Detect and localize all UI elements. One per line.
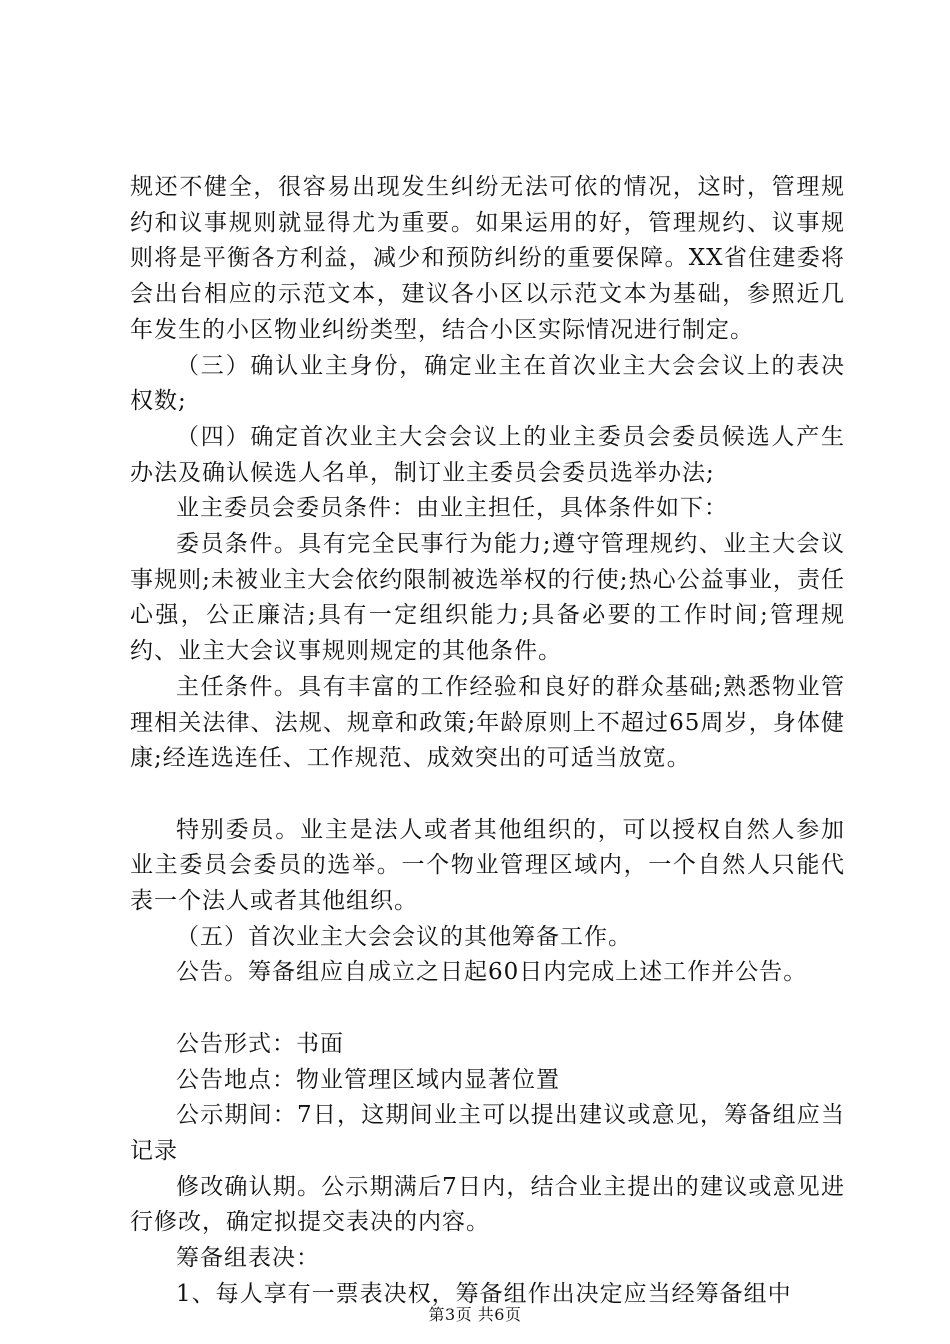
paragraph-announcement-location: 公告地点：物业管理区域内显著位置 [176, 1066, 560, 1093]
paragraph-vote-rule-1: 1、每人享有一票表决权，筹备组作出决定应当经筹备组中 [176, 1280, 792, 1307]
paragraph-announcement-form: 公告形式：书面 [176, 1030, 344, 1057]
paragraph-member-conditions: 委员条件。具有完全民事行为能力;遵守管理规约、业主大会议事规则;未被业主大会依约限制被选举权的行使;热心公益事业，责任心强，公正廉洁;具有一定组织能力;具备必要的工作时间;管理规约、业主大会议事规则规定的其他条件。 [130, 531, 845, 665]
paragraph-continuation: 规还不健全，很容易出现发生纠纷无法可依的情况，这时，管理规约和议事规则就显得尤为重要。如果运用的好，管理规约、议事规则将是平衡各方利益，减少和预防纠纷的重要保障。XX省住建委将会出台相应的示范文本，建议各小区以示范文本为基础，参照近几年发生的小区物业纠纷类型，结合小区实际情况进行制定。 [130, 174, 845, 343]
paragraph-group-vote: 筹备组表决： [176, 1245, 320, 1272]
page-footer: 第3页 共6页 [428, 1305, 522, 1324]
paragraph-committee-conditions: 业主委员会委员条件：由业主担任，具体条件如下： [176, 495, 728, 522]
paragraph-item-4: （四）确定首次业主大会会议上的业主委员会委员候选人产生办法及确认候选人名单，制订业主委员会委员选举办法; [130, 423, 845, 486]
paragraph-revision-period: 修改确认期。公示期满后7日内，结合业主提出的建议或意见进行修改，确定拟提交表决的内容。 [130, 1173, 845, 1236]
paragraph-item-5: （五）首次业主大会会议的其他筹备工作。 [176, 923, 632, 950]
document-body [130, 170, 845, 1312]
paragraph-item-3: （三）确认业主身份，确定业主在首次业主大会会议上的表决权数; [130, 352, 845, 415]
paragraph-announcement: 公告。筹备组应自成立之日起60日内完成上述工作并公告。 [176, 959, 808, 986]
paragraph-director-conditions: 主任条件。具有丰富的工作经验和良好的群众基础;熟悉物业管理相关法律、法规、规章和政策;年龄原则上不超过65周岁，身体健康;经连选连任、工作规范、成效突出的可适当放宽。 [130, 673, 845, 772]
paragraph-special-member: 特别委员。业主是法人或者其他组织的，可以授权自然人参加业主委员会委员的选举。一个物业管理区域内，一个自然人只能代表一个法人或者其他组织。 [130, 816, 845, 915]
paragraph-publicity-period: 公示期间：7日，这期间业主可以提出建议或意见，筹备组应当记录 [130, 1102, 845, 1164]
